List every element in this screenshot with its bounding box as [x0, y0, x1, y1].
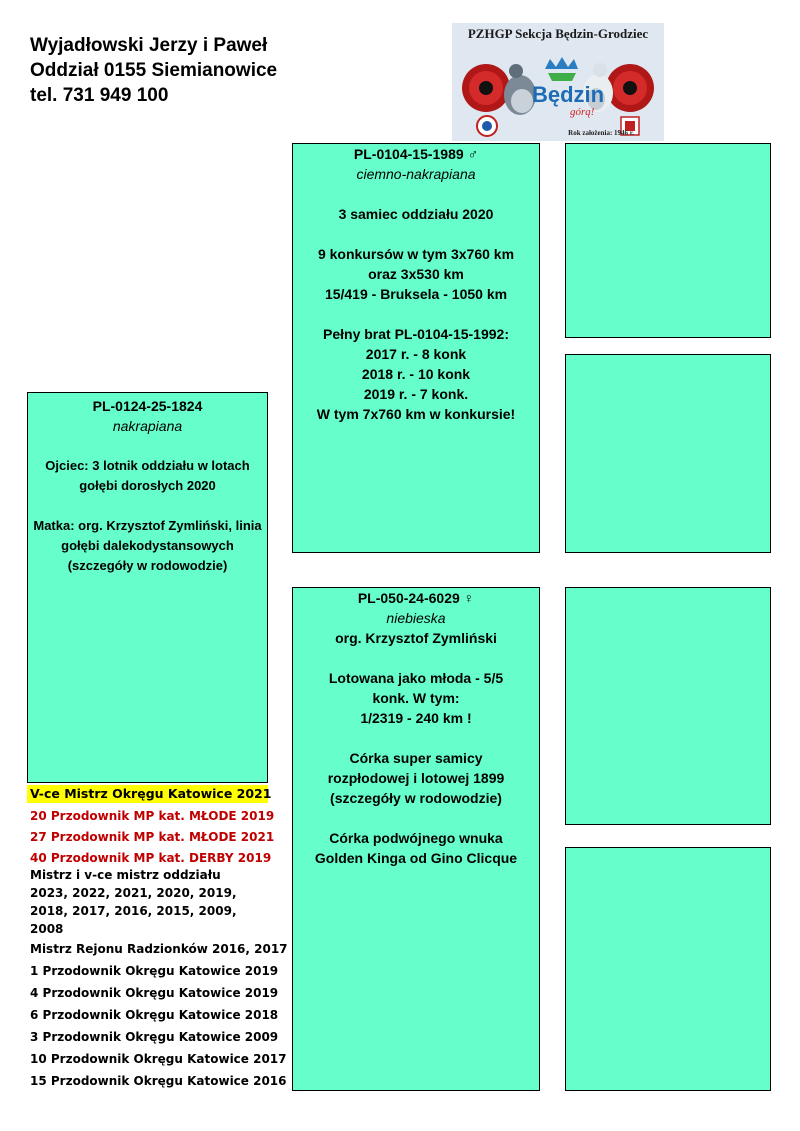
father-card	[292, 143, 540, 553]
main-pigeon-card	[27, 392, 268, 783]
achievement-red: 20 Przodownik MP kat. MŁODE 2019	[30, 809, 275, 823]
main-pigeon-pedigree-note: (szczegóły w rodowodzie)	[67, 558, 228, 573]
brother-result: 2018 r. - 10 konk	[361, 366, 471, 382]
father-result: 9 konkursów w tym 3x760 km	[317, 246, 515, 262]
brother-result: 2019 r. - 7 konk.	[363, 386, 469, 402]
main-pigeon-mother: Matka: org. Krzysztof Zymliński, linia gołębi dalekodystansowych	[33, 518, 262, 553]
mother-lineage: rozpłodowej i lotowej 1899	[327, 770, 505, 786]
achievement-champion: Mistrz i v-ce mistrz oddziału	[30, 868, 221, 882]
achievement-item: 1 Przodownik Okręgu Katowice 2019	[30, 964, 279, 978]
father-ring: PL-0104-15-1989	[353, 146, 464, 162]
main-pigeon-color: nakrapiana	[112, 418, 183, 434]
photo-placeholder-1	[565, 143, 771, 338]
achievement-red: 27 Przodownik MP kat. MŁODE 2021	[30, 830, 275, 844]
mother-lineage: Córka super samicy	[349, 750, 483, 766]
achievement-item: Mistrz Rejonu Radzionków 2016, 2017	[30, 942, 288, 956]
logo-founded: Rok założenia: 1946 r.	[568, 129, 634, 137]
father-result: oraz 3x530 km	[368, 266, 464, 282]
achievement-item: 10 Przodownik Okręgu Katowice 2017	[30, 1052, 287, 1066]
logo-title: PZHGP Sekcja Będzin-Grodziec	[467, 26, 649, 41]
achievement-champion: 2018, 2017, 2016, 2015, 2009,	[30, 904, 237, 918]
breeder-name: Wyjadłowski Jerzy i Paweł	[30, 35, 268, 56]
father-result: 15/419 - Bruksela - 1050 km	[324, 286, 508, 302]
female-symbol-icon: ♀	[463, 590, 475, 606]
mother-card	[292, 587, 540, 1091]
main-pigeon-ring: PL-0124-25-1824	[92, 398, 203, 414]
achievement-champion: 2023, 2022, 2021, 2020, 2019,	[30, 886, 237, 900]
achievement-item: 4 Przodownik Okręgu Katowice 2019	[30, 986, 279, 1000]
logo-slogan: górą!	[570, 106, 595, 118]
mother-grand-lineage: Córka podwójnego wnuka	[329, 830, 503, 846]
breeder-phone: tel. 731 949 100	[30, 85, 169, 106]
logo-brand: Będzin	[532, 82, 605, 107]
achievement-highlight: V-ce Mistrz Okręgu Katowice 2021	[27, 785, 268, 803]
section-logo	[452, 23, 664, 141]
brother-title: Pełny brat PL-0104-15-1992:	[323, 326, 509, 342]
male-symbol-icon: ♂	[467, 146, 479, 162]
achievement-item: 6 Przodownik Okręgu Katowice 2018	[30, 1008, 279, 1022]
photo-placeholder-3	[565, 587, 771, 825]
mother-grand-lineage: Golden Kinga od Gino Clicque	[314, 850, 518, 866]
achievement-champion: 2008	[30, 922, 64, 936]
main-pigeon-father: Ojciec: 3 lotnik oddziału w lotach gołębi dorosłych 2020	[45, 458, 250, 493]
mother-result: konk. W tym:	[372, 690, 460, 706]
mother-color: niebieska	[386, 610, 446, 626]
mother-result: 1/2319 - 240 km !	[360, 710, 472, 726]
mother-result: Lotowana jako młoda - 5/5	[328, 670, 504, 686]
photo-placeholder-2	[565, 354, 771, 553]
breeder-division: Oddział 0155 Siemianowice	[30, 60, 278, 81]
mother-breeder: org. Krzysztof Zymliński	[335, 630, 497, 646]
brother-result: W tym 7x760 km w konkursie!	[316, 406, 516, 422]
father-title: 3 samiec oddziału 2020	[338, 206, 494, 222]
father-color: ciemno-nakrapiana	[356, 166, 476, 182]
achievement-item: 3 Przodownik Okręgu Katowice 2009	[30, 1030, 279, 1044]
mother-lineage: (szczegóły w rodowodzie)	[330, 790, 502, 806]
brother-result: 2017 r. - 8 konk	[365, 346, 467, 362]
achievement-item: 15 Przodownik Okręgu Katowice 2016	[30, 1074, 287, 1088]
photo-placeholder-4	[565, 847, 771, 1091]
mother-ring: PL-050-24-6029	[357, 590, 460, 606]
achievement-red: 40 Przodownik MP kat. DERBY 2019	[30, 851, 272, 865]
